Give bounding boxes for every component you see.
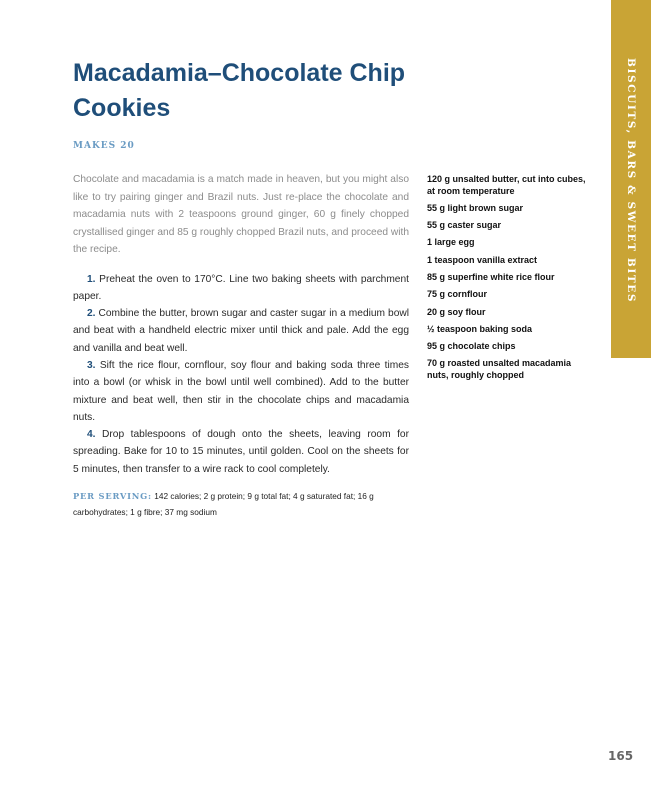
nutrition-text: 142 calories; 2 g protein; 9 g total fat; 4 g saturated fat; 16 g carbohydrates; 1 g fibre; 37 mg sodium [73, 491, 374, 518]
page-number: 165 [608, 749, 634, 763]
ingredient: ½ teaspoon baking soda [427, 323, 533, 334]
intro-paragraph: Chocolate and macadamia is a match made in heaven, but you might also like to try pairing ginger and Brazil nuts. Just re-place the chocolate and macadamia nuts with 2 teaspoons ground ginger, 60 g finely chopped crystallised ginger and 85 g roughly chopped Brazil nuts, and proceed with the recipe. [73, 174, 409, 255]
ingredient: 20 g soy flour [427, 306, 486, 317]
main-column [73, 56, 409, 520]
step: 4. Drop tablespoons of dough onto the sheets, leaving room for spreading. Bake for 10 to 15 minutes, until golden. Cool on the sheets for 5 minutes, then transfer to a wire rack to cool completely. [73, 429, 409, 475]
step: 2. Combine the butter, brown sugar and caster sugar in a medium bowl and beat with a handheld electric mixer until thick and pale. Add the egg and vanilla and beat well. [73, 308, 409, 354]
ingredient: 1 teaspoon vanilla extract [427, 254, 538, 265]
ingredient: 85 g superfine white rice flour [427, 271, 555, 282]
ingredient: 120 g unsalted butter, cut into cubes, at room temperature [427, 174, 586, 196]
method-steps [73, 271, 409, 479]
ingredient: 55 g caster sugar [427, 220, 502, 231]
nutrition-label: PER SERVING: [73, 491, 152, 502]
ingredient: 75 g cornflour [427, 289, 488, 300]
ingredient: 95 g chocolate chips [427, 341, 516, 352]
section-tab [611, 0, 651, 358]
ingredient-list [427, 174, 587, 387]
recipe-title: Macadamia–Chocolate Chip Cookies [73, 59, 406, 122]
section-tab-label: BISCUITS, BARS & SWEET BITES [625, 58, 637, 304]
ingredient: 55 g light brown sugar [427, 202, 524, 213]
ingredient: 1 large egg [427, 237, 475, 248]
ingredient: 70 g roasted unsalted macadamia nuts, roughly chopped [427, 358, 572, 380]
yield: MAKES 20 [73, 141, 135, 151]
step: 1. Preheat the oven to 170°C. Line two baking sheets with parchment paper. [73, 273, 409, 302]
nutrition-info [73, 488, 413, 520]
step: 3. Sift the rice flour, cornflour, soy flour and baking soda three times into a bowl (or whisk in the bowl until well combined). Add to the butter mixture and beat well, then stir in the chocolate chips and macadamia nuts. [73, 359, 409, 423]
